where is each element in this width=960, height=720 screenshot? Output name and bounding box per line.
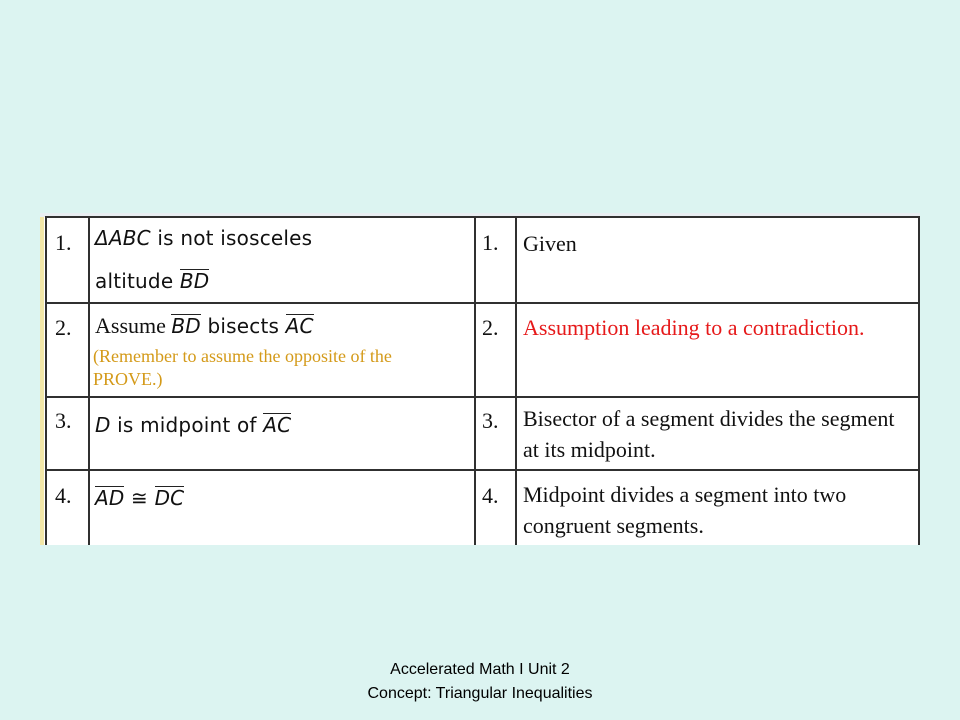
row3-statement-mid: is midpoint of	[110, 413, 264, 437]
grid-line-statement-column	[474, 217, 476, 545]
footer-line2: Concept: Triangular Inequalities	[367, 685, 593, 702]
row1-number: 1.	[55, 230, 72, 255]
row3-reason-number: 3.	[482, 408, 499, 433]
row1-reason: Given	[523, 231, 577, 256]
row1-altitude-label: altitude	[95, 269, 180, 293]
point-d: D	[95, 413, 111, 437]
row3-number: 3.	[55, 408, 72, 433]
segment-bd: BD	[179, 269, 210, 293]
grid-line-row1-bottom	[45, 302, 920, 304]
row2-statement-prefix: Assume	[95, 313, 172, 338]
row2-number: 2.	[55, 315, 72, 340]
grid-line-left	[45, 217, 47, 545]
row2-reason: Assumption leading to a contradiction.	[523, 315, 865, 340]
congruent-symbol: ≅	[124, 486, 155, 510]
grid-line-row3-bottom	[45, 469, 920, 471]
grid-line-top	[45, 216, 920, 218]
grid-line-number-column	[88, 217, 90, 545]
grid-line-right	[918, 217, 920, 545]
row2-note: (Remember to assume the opposite of the PROVE.)	[93, 346, 392, 389]
footer-line1: Accelerated Math I Unit 2	[390, 661, 570, 678]
segment-ac-midpoint: AC	[263, 413, 292, 437]
triangle-abc: ΔABC	[95, 226, 151, 250]
segment-bd-assume: BD	[171, 314, 201, 338]
row4-number: 4.	[55, 483, 72, 508]
segment-ac-assume: AC	[285, 314, 314, 338]
row1-statement-line2	[95, 268, 209, 294]
grid-line-reason-number-column	[515, 217, 517, 545]
row2-reason-number: 2.	[482, 315, 499, 340]
proof-table-image	[40, 213, 920, 545]
row2-statement-mid: bisects	[200, 314, 286, 338]
row1-reason-number: 1.	[482, 230, 499, 255]
segment-ad: AD	[95, 486, 125, 510]
row3-reason: Bisector of a segment divides the segment at its midpoint.	[523, 406, 895, 462]
row1-statement-text: is not isosceles	[150, 226, 313, 250]
segment-dc: DC	[154, 486, 185, 510]
row2-statement	[95, 313, 314, 339]
row4-reason-number: 4.	[482, 483, 499, 508]
row1-statement-line1	[95, 225, 312, 251]
grid-line-row2-bottom	[45, 396, 920, 398]
row3-statement	[95, 412, 291, 438]
left-border-strip	[40, 213, 44, 545]
row4-reason: Midpoint divides a segment into two congruent segments.	[523, 482, 847, 538]
row4-statement	[95, 485, 184, 511]
